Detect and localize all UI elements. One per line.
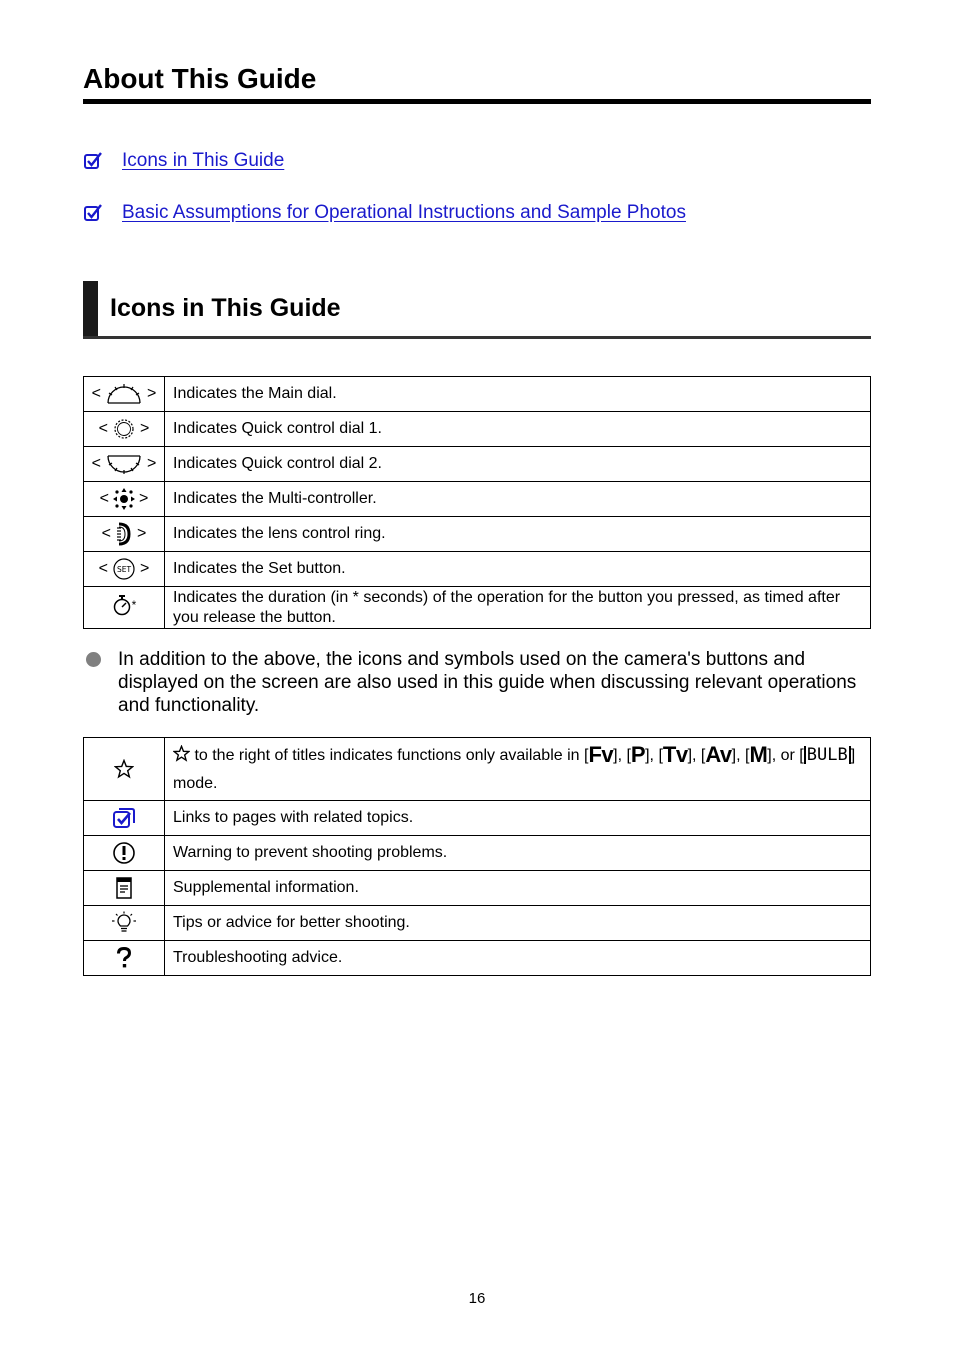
set-button-icon bbox=[112, 557, 136, 581]
table-row: < > Indicates the Multi-controller. bbox=[84, 482, 871, 517]
mode-bulb: BULB bbox=[804, 746, 851, 764]
table-row bbox=[84, 941, 871, 976]
symbol-description: Links to pages with related topics. bbox=[165, 801, 871, 836]
table-row: < > Indicates Quick control dial 2. bbox=[84, 447, 871, 482]
mode-av: Av bbox=[705, 742, 732, 767]
table-row: < > Indicates Quick control dial 1. bbox=[84, 412, 871, 447]
icons-table bbox=[83, 376, 871, 629]
quick-control-dial-2-icon bbox=[105, 453, 143, 475]
table-row bbox=[84, 836, 871, 871]
icon-description: Indicates the duration (in * seconds) of the operation for the button you pressed, as timed after you release the button. bbox=[165, 587, 871, 629]
toc-link-icons[interactable] bbox=[83, 150, 284, 172]
checkbox-link-icon bbox=[83, 151, 103, 171]
toc-link-label[interactable]: Basic Assumptions for Operational Instructions and Sample Photos bbox=[122, 202, 686, 223]
symbols-table bbox=[83, 737, 871, 976]
bullet-dot-icon bbox=[86, 652, 101, 667]
icon-description: Indicates the Multi-controller. bbox=[165, 482, 871, 517]
toc-link-label[interactable]: Icons in This Guide bbox=[122, 150, 285, 171]
section-title: Icons in This Guide bbox=[110, 294, 341, 322]
mode-p: P bbox=[630, 742, 646, 767]
table-row: < > Indicates the lens control ring. bbox=[84, 517, 871, 552]
lightbulb-icon bbox=[111, 911, 137, 935]
table-row: < SET > Indicates the Set button. bbox=[84, 552, 871, 587]
warning-icon bbox=[112, 841, 136, 865]
star-icon bbox=[114, 759, 134, 779]
mode-fv: Fv bbox=[588, 742, 614, 767]
toc-link-basic-assumptions[interactable] bbox=[83, 202, 686, 224]
table-row bbox=[84, 871, 871, 906]
main-dial-icon bbox=[105, 383, 143, 405]
lens-control-ring-icon bbox=[115, 522, 133, 546]
bullet-text: In addition to the above, the icons and symbols used on the camera's buttons and displayed on the screen are also used in this guide when discussing relevant operations and functionality. bbox=[118, 649, 857, 716]
page-title: About This Guide bbox=[83, 63, 317, 94]
star-row-description: to the right of titles indicates functions only available in [Fv], [P], [Tv], [Av], [M], or [ BULB ] mode. bbox=[165, 738, 871, 801]
table-row bbox=[84, 801, 871, 836]
quick-control-dial-1-icon bbox=[112, 417, 136, 441]
star-icon bbox=[173, 745, 190, 762]
symbol-description: Warning to prevent shooting problems. bbox=[165, 836, 871, 871]
table-row bbox=[84, 738, 871, 801]
table-row bbox=[84, 587, 871, 629]
icon-description: Indicates Quick control dial 2. bbox=[165, 447, 871, 482]
icon-description: Indicates Quick control dial 1. bbox=[165, 412, 871, 447]
star-text: to the right of titles indicates functions only available in [ bbox=[190, 747, 589, 764]
section-heading bbox=[83, 281, 871, 339]
bullet-note bbox=[86, 648, 866, 717]
checkbox-link-icon bbox=[83, 203, 103, 223]
page-number: 16 bbox=[468, 1290, 486, 1307]
multi-controller-icon bbox=[113, 488, 135, 510]
timer-icon bbox=[112, 594, 132, 616]
memo-icon bbox=[114, 876, 134, 900]
link-icon bbox=[112, 806, 136, 830]
mode-m: M bbox=[749, 742, 768, 767]
icon-description: Indicates the lens control ring. bbox=[165, 517, 871, 552]
symbol-description: Troubleshooting advice. bbox=[165, 941, 871, 976]
symbol-description: Tips or advice for better shooting. bbox=[165, 906, 871, 941]
svg-text:SET: SET bbox=[116, 565, 132, 574]
table-row bbox=[84, 906, 871, 941]
table-row: < > Indicates the Main dial. bbox=[84, 377, 871, 412]
question-icon bbox=[115, 946, 133, 970]
symbol-description: Supplemental information. bbox=[165, 871, 871, 906]
icon-description: Indicates the Main dial. bbox=[165, 377, 871, 412]
asterisk-label: * bbox=[131, 597, 137, 612]
mode-tv: Tv bbox=[662, 742, 688, 767]
icon-description: Indicates the Set button. bbox=[165, 552, 871, 587]
section-heading-bar bbox=[83, 281, 98, 336]
title-rule bbox=[83, 99, 871, 104]
